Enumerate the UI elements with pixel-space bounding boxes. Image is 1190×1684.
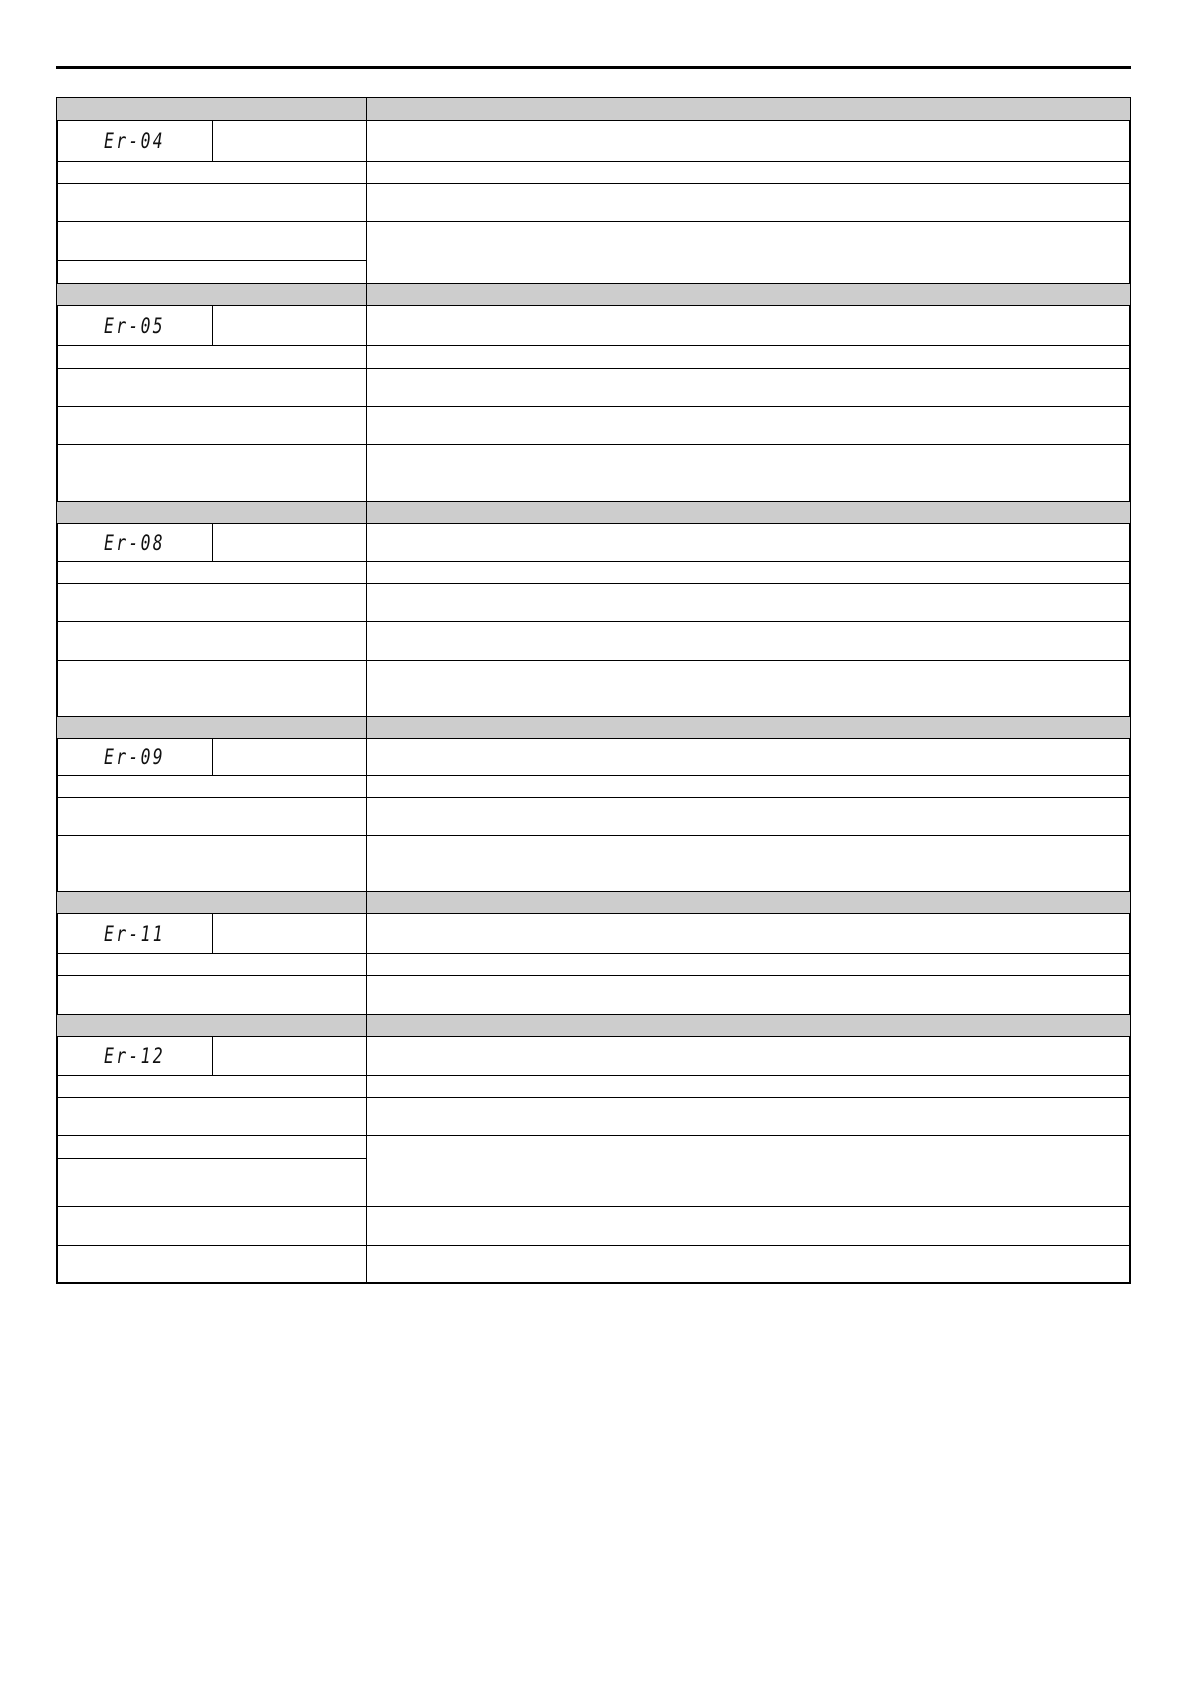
row-line: [57, 660, 1130, 661]
error-code-display-icon: Er-09: [103, 745, 166, 769]
section-header-er11: [57, 891, 1130, 913]
row-line: [57, 345, 1130, 346]
row-line: [57, 1036, 1130, 1037]
row-line: [57, 738, 1130, 739]
code-cell-divider: [212, 523, 213, 561]
section-header-er08: [57, 501, 1130, 523]
row-line: [57, 583, 1130, 584]
row-line: [57, 561, 1130, 562]
row-line: [57, 221, 1130, 222]
row-line: [57, 501, 1130, 502]
row-line: [57, 161, 1130, 162]
row-line: [57, 1158, 366, 1159]
section-header-er05: [57, 283, 1130, 305]
row-line: [57, 523, 1130, 524]
section-header-er04: [57, 98, 1130, 120]
code-cell-divider: [212, 738, 213, 775]
row-line: [57, 1097, 1130, 1098]
row-line: [57, 305, 1130, 306]
row-line: [57, 260, 366, 261]
error-code-display-icon: Er-05: [103, 313, 166, 338]
error-code-display-icon: Er-11: [103, 921, 166, 946]
code-cell-divider: [212, 913, 213, 953]
row-line: [57, 183, 1130, 184]
row-line: [57, 406, 1130, 407]
error-code-display-icon: Er-04: [103, 129, 166, 153]
error-code-display-icon: Er-12: [103, 1044, 166, 1068]
row-line: [57, 1245, 1130, 1246]
section-header-er09: [57, 716, 1130, 738]
row-line: [57, 891, 1130, 892]
section-header-er12: [57, 1014, 1130, 1036]
row-line: [57, 444, 1130, 445]
row-line: [57, 1206, 1130, 1207]
row-line: [57, 1075, 1130, 1076]
row-line: [57, 975, 1130, 976]
code-cell-divider: [212, 1036, 213, 1075]
row-line: [57, 913, 1130, 914]
row-line: [57, 120, 1130, 121]
row-line: [57, 1014, 1130, 1015]
row-line: [57, 1135, 1130, 1136]
row-line: [57, 368, 1130, 369]
row-line: [57, 775, 1130, 776]
row-line: [57, 797, 1130, 798]
row-line: [57, 953, 1130, 954]
row-line: [57, 835, 1130, 836]
table-frame: [56, 97, 1131, 1284]
code-cell-divider: [212, 305, 213, 345]
row-line: [57, 283, 1130, 284]
row-line: [57, 716, 1130, 717]
row-line: [57, 621, 1130, 622]
code-cell-divider: [212, 120, 213, 161]
error-code-display-icon: Er-08: [103, 530, 166, 555]
column-divider: [366, 98, 367, 1283]
